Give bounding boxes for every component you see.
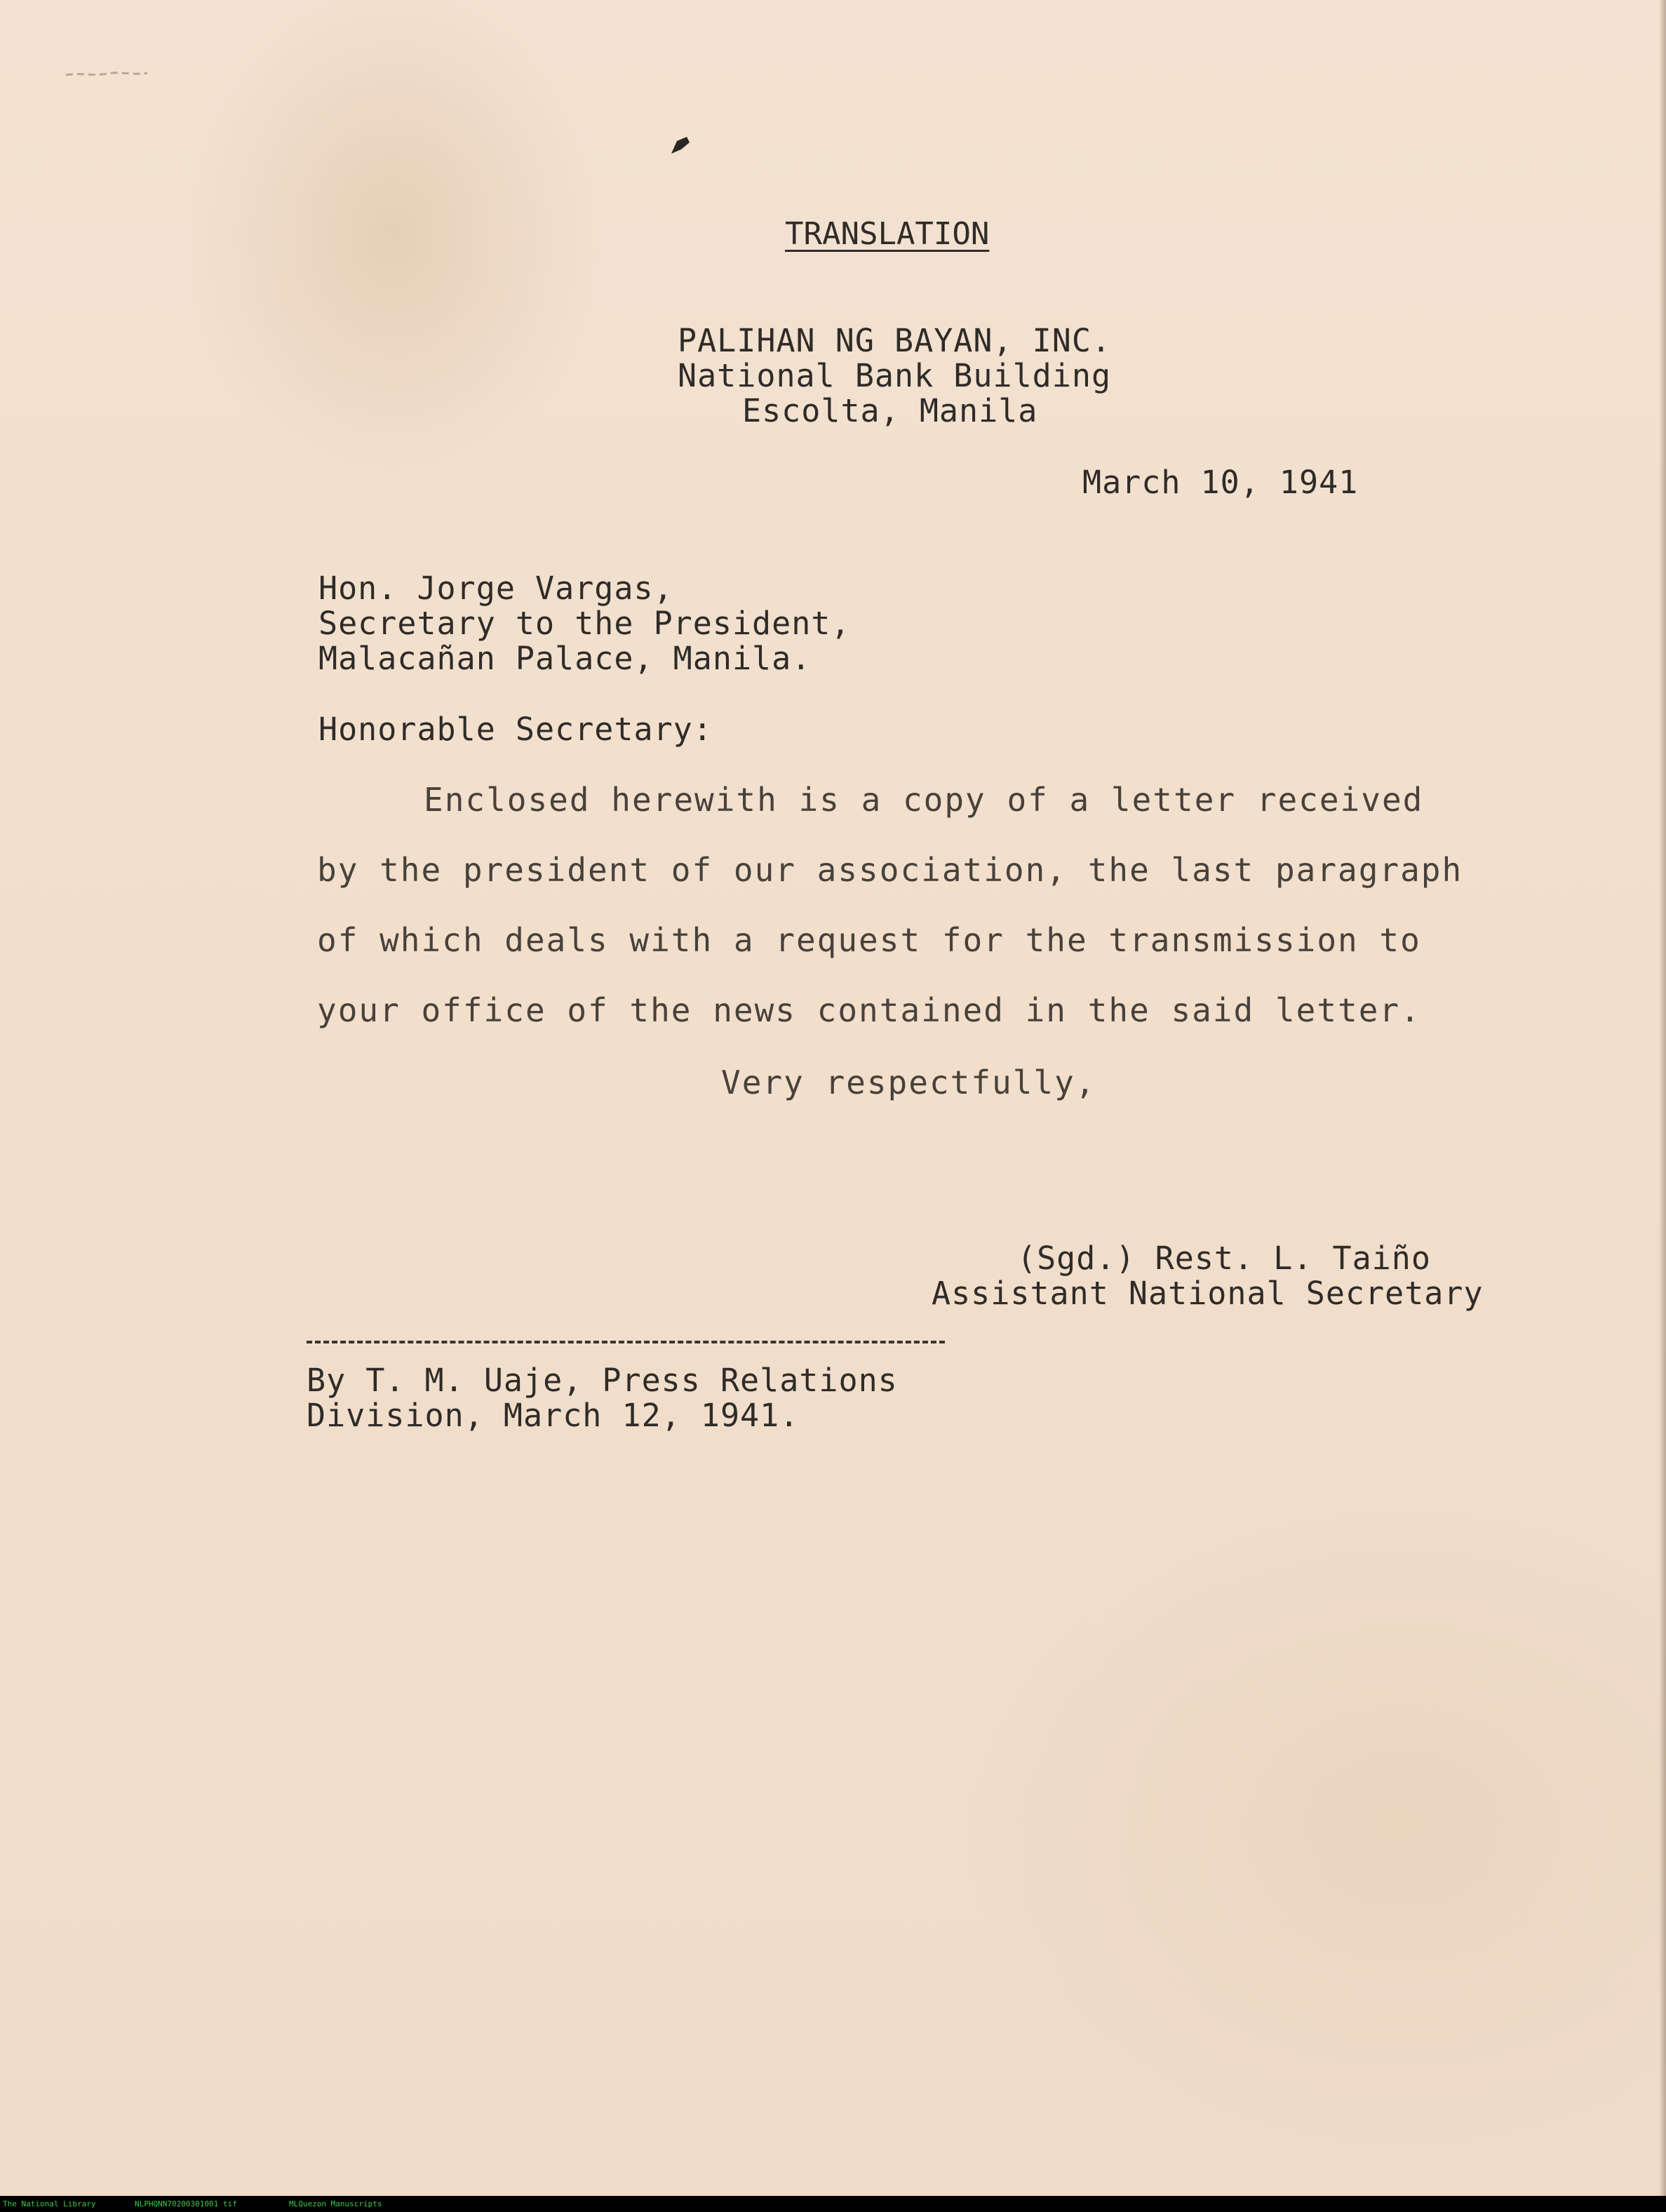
body-line-4: your office of the news contained in the said letter. xyxy=(317,991,1421,1029)
recipient-address: Malacañan Palace, Manila. xyxy=(318,640,812,677)
closing: Very respectfully, xyxy=(721,1064,1096,1101)
translator-note-line-1: By T. M. Uaje, Press Relations xyxy=(307,1362,898,1399)
footer-library: The National Library xyxy=(3,2199,96,2208)
signature-title: Assistant National Secretary xyxy=(932,1275,1484,1312)
letterhead-organization: PALIHAN NG BAYAN, INC. xyxy=(678,322,1112,359)
signature-name: (Sgd.) Rest. L. Taiño xyxy=(1017,1240,1431,1277)
letterhead-building: National Bank Building xyxy=(678,357,1112,394)
ink-blot-mark xyxy=(669,135,691,156)
paper-smudge-mark xyxy=(65,70,149,79)
scan-metadata-strip xyxy=(0,2196,1666,2212)
salutation: Honorable Secretary: xyxy=(318,711,713,748)
body-line-1: Enclosed herewith is a copy of a letter received xyxy=(424,781,1424,819)
footer-file-id: NLPHQNN70200301001 tif xyxy=(135,2199,237,2208)
separator-rule xyxy=(307,1341,945,1343)
footer-collection: MLQuezon Manuscripts xyxy=(289,2199,382,2208)
translator-note-line-2: Division, March 12, 1941. xyxy=(307,1397,800,1434)
recipient-name: Hon. Jorge Vargas, xyxy=(318,570,673,607)
recipient-title: Secretary to the President, xyxy=(318,605,851,642)
body-line-2: by the president of our association, the last paragraph xyxy=(317,851,1463,889)
letterhead-street: Escolta, Manila xyxy=(742,392,1038,429)
body-line-3: of which deals with a request for the transmission to xyxy=(317,921,1421,959)
document-heading: TRANSLATION xyxy=(785,216,990,252)
letter-date: March 10, 1941 xyxy=(1082,464,1359,501)
